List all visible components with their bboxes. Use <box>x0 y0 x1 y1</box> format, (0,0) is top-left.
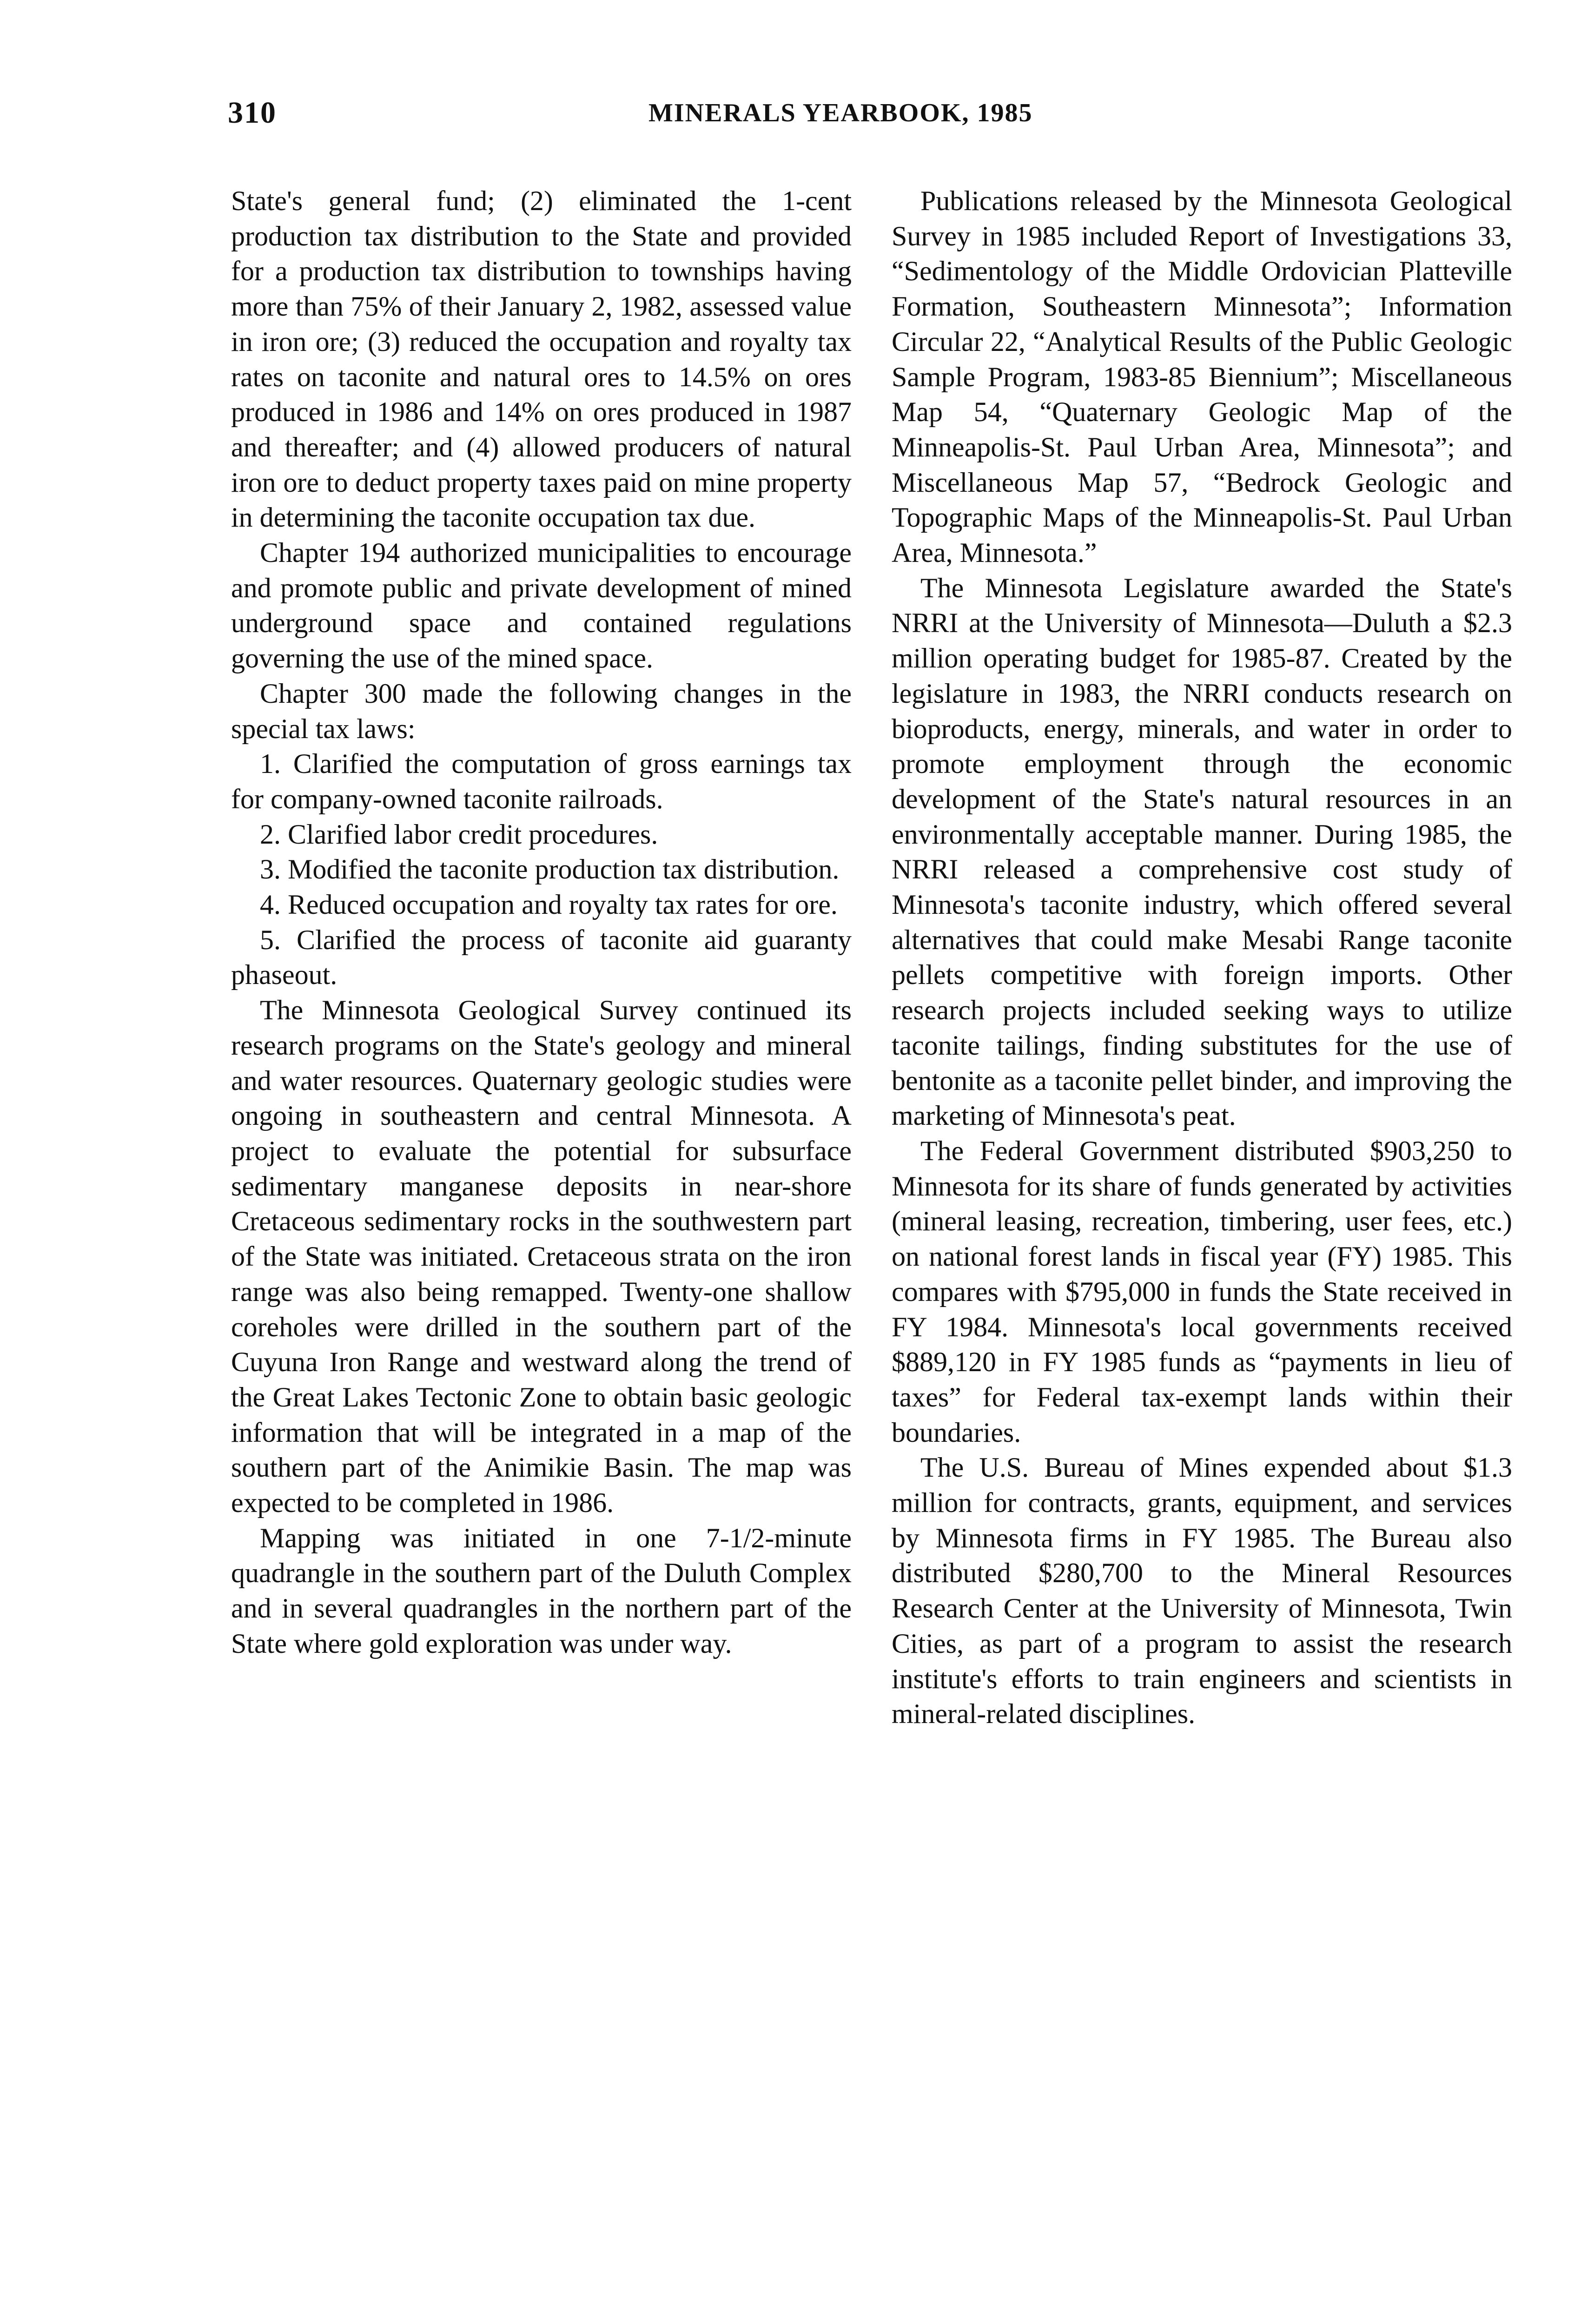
list-item-1: 1. Clarified the computation of gross earnings tax for company-owned taconite railroads. <box>231 748 852 814</box>
page-number: 310 <box>228 96 277 130</box>
paragraph-mapping: Mapping was initiated in one 7-1/2-minute quadrangle in the southern part of the Duluth Complex and in several quadrangles in the northern part of the State where gold exploration was under way. <box>231 1522 852 1659</box>
paragraph-nrri: The Minnesota Legislature awarded the State's NRRI at the University of Minnesota—Duluth a $2.3 million operating budget for 1985-87. Created by the legislature in 1983, the NRRI conducts research on bioproducts, energy, minerals, and water in order to promote employment through the economic development of the State's natural resources in an environmentally acceptable manner. During 1985, the NRRI released a comprehensive cost study of Minnesota's taconite industry, which offered several alternatives that could make Mesabi Range taconite pellets competitive with foreign imports. Other research projects included seeking ways to utilize taconite tailings, finding substitutes for the use of bentonite as a taconite pellet binder, and improving the marketing of Minnesota's peat. <box>892 572 1512 1131</box>
left-column <box>231 184 852 1662</box>
paragraph-chapter-300: Chapter 300 made the following changes in the special tax laws: <box>231 678 852 744</box>
paragraph-chapter-194: Chapter 194 authorized municipalities to encourage and promote public and private development of mined underground space and contained regulations governing the use of the mined space. <box>231 537 852 674</box>
list-item-4: 4. Reduced occupation and royalty tax rates for ore. <box>260 889 838 920</box>
list-item-3: 3. Modified the taconite production tax distribution. <box>260 854 840 885</box>
list-item-5: 5. Clarified the process of taconite aid guaranty phaseout. <box>231 924 852 990</box>
paragraph-federal-government: The Federal Government distributed $903,250 to Minnesota for its share of funds generated by activities (mineral leasing, recreation, timbering, user fees, etc.) on national forest lands in fiscal year (FY) 1985. This compares with $795,000 in funds the State received in FY 1984. Minnesota's local governments received $889,120 in FY 1985 funds as “payments in lieu of taxes” for Federal tax-exempt lands within their boundaries. <box>892 1135 1512 1448</box>
publication-title: MINERALS YEARBOOK, 1985 <box>648 99 1033 127</box>
right-column <box>892 184 1512 1732</box>
paragraph-bureau-of-mines: The U.S. Bureau of Mines expended about $1.3 million for contracts, grants, equipment, and services by Minnesota firms in FY 1985. The Bureau also distributed $280,700 to the Mineral Resources Research Center at the University of Minnesota, Twin Cities, as part of a program to assist the research institute's efforts to train engineers and scientists in mineral-related disciplines. <box>892 1452 1512 1730</box>
running-head <box>228 95 1418 132</box>
paragraph-geological-survey: The Minnesota Geological Survey continued its research programs on the State's geology and mineral and water resources. Quaternary geologic studies were ongoing in southeastern and central Minnesota. A project to evaluate the potential for subsurface sedimentary manganese deposits in near-shore Cretaceous sedimentary rocks in the southwestern part of the State was initiated. Cretaceous strata on the iron range was also being remapped. Twenty-one shallow coreholes were drilled in the southern part of the Cuyuna Iron Range and westward along the trend of the Great Lakes Tectonic Zone to obtain basic geologic information that will be integrated in a map of the southern part of the Animikie Basin. The map was expected to be completed in 1986. <box>231 995 852 1519</box>
list-item-2: 2. Clarified labor credit procedures. <box>260 819 658 850</box>
paragraph-publications: Publications released by the Minnesota Geological Survey in 1985 included Report of Investigations 33, “Sedimentology of the Middle Ordovician Platteville Formation, Southeastern Minnesota”; Information Circular 22, “Analytical Results of the Public Geologic Sample Program, 1983-85 Biennium”; Miscellaneous Map 54, “Quaternary Geologic Map of the Minneapolis-St. Paul Urban Area, Minnesota”; and Miscellaneous Map 57, “Bedrock Geologic and Topographic Maps of the Minneapolis-St. Paul Urban Area, Minnesota.” <box>892 185 1512 568</box>
paragraph-tax-changes-continued: State's general fund; (2) eliminated the 1-cent production tax distribution to the State and provided for a production tax distribution to townships having more than 75% of their January 2, 1982, assessed value in iron ore; (3) reduced the occupation and royalty tax rates on taconite and natural ores to 14.5% on ores produced in 1986 and 14% on ores produced in 1987 and thereafter; and (4) allowed producers of natural iron ore to deduct property taxes paid on mine property in determining the taconite occupation tax due. <box>231 185 852 533</box>
